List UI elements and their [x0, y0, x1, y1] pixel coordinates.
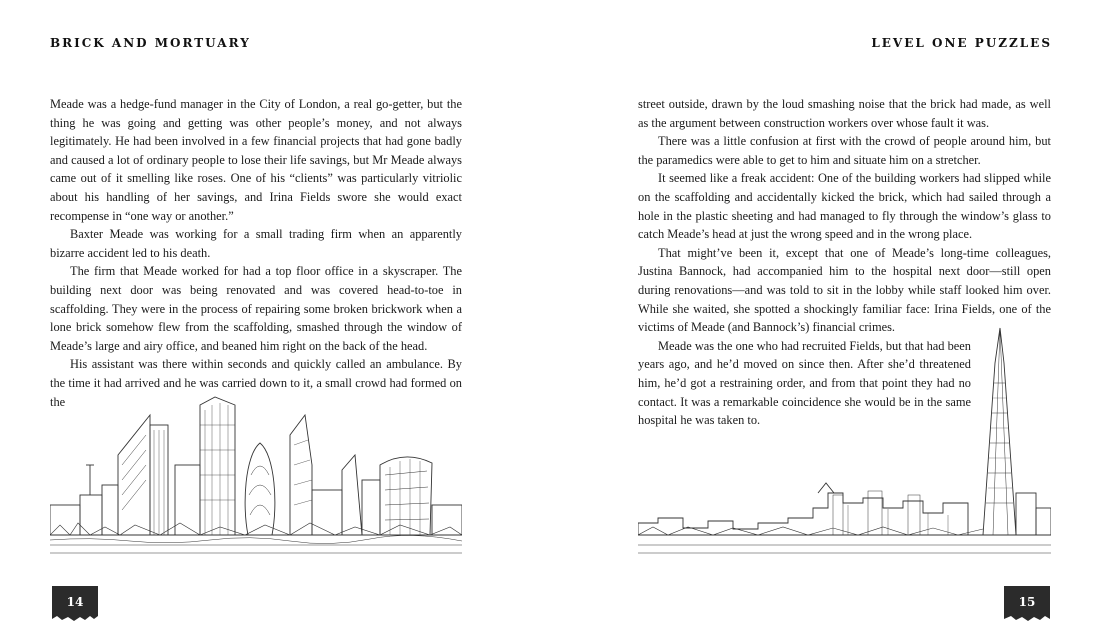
page-number-tab [1002, 586, 1052, 622]
running-header-right: LEVEL ONE PUZZLES [871, 36, 1052, 50]
paragraph: Meade was the one who had recruited Fields, but that had been years ago, and he’d moved on since then. After she’d threatened him, he’d got a restraining order, and from that point they had no contact. It was a remarkable coincidence she would be in the same hospital he was taken to. [638, 338, 971, 428]
paragraph: That might’ve been it, except that one of Meade’s long-time colleagues, Justina Bannock, had accompanied him to the hospital next door—still open during renovations—and was told to sit in the lobby while staff looked him over. While she waited, she spotted a shockingly familiar face: Irina Fields, one of the victims of Meade (and Bannock’s) financial crimes. [638, 245, 1051, 335]
paragraph: Meade was a hedge-fund manager in the City of London, a real go-getter, but the thing he was going and getting was other people’s money, and not always legitimately. He had been involved in a few financial projects that had gone badly and caused a lot of ordinary people to lose their life savings, but Mr Meade always came out of it smelling like roses. One of his “clients” was particularly vitriolic about his handling of her savings, and Irina Fields swore she would exact recompense in “one way or another.” [50, 97, 462, 223]
running-header-left: BRICK AND MORTUARY [50, 36, 251, 50]
paragraph: Baxter Meade was working for a small trading firm when an apparently bizarre accident led to his death. [50, 227, 462, 260]
page-number: 15 [1018, 595, 1036, 609]
left-page-body [50, 95, 462, 411]
paragraph: The firm that Meade worked for had a top floor office in a skyscraper. The building next door was being renovated and was covered head-to-toe in scaffolding. They were in the process of repairing some broken brickwork when a lone brick somehow flew from the scaffolding, smashed through the window of Meade’s large and airy office, and beaned him right on the back of the head. [50, 264, 462, 353]
paragraph: It seemed like a freak accident: One of the building workers had slipped while on the scaffolding and accidentally kicked the brick, which had sailed through a hole in the plastic sheeting and had managed to fly through the window’s glass to catch Meade’s head at just the wrong speed and in the wrong place. [638, 171, 1051, 242]
the-shard-skyline-illustration [638, 323, 1051, 489]
page-number-tab [50, 586, 100, 622]
page-number: 14 [66, 595, 84, 609]
paragraph: His assistant was there within seconds and quickly called an ambulance. By the time it had arrived and he was carried down to it, a small crowd had formed on the [50, 357, 462, 409]
london-city-skyline-illustration [50, 395, 462, 561]
paragraph: street outside, drawn by the loud smashing noise that the brick had made, as well as the argument between construction workers over whose fault it was. [638, 97, 1051, 130]
paragraph: There was a little confusion at first with the crowd of people around him, but the paramedics were able to get to him and situate him on a stretcher. [638, 134, 1051, 167]
